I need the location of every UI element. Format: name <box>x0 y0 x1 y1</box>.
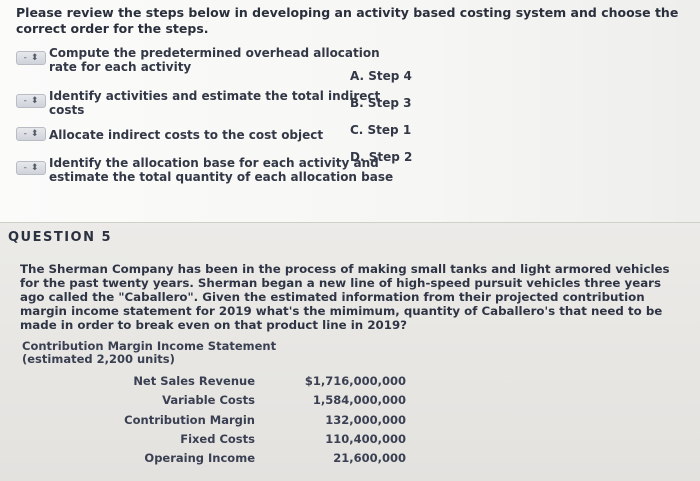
row-value: 132,000,000 <box>325 413 406 427</box>
row-label: Variable Costs <box>162 393 255 407</box>
row-value: 1,584,000,000 <box>312 393 406 407</box>
step-description-4: Identify the allocation base for each activity and estimate the total quantity of each allocation base <box>49 156 394 184</box>
updown-arrows-icon: ⬍ <box>30 163 39 173</box>
step-selector-2[interactable] <box>16 94 46 108</box>
row-value: $1,716,000,000 <box>304 374 406 388</box>
answer-option-c: C. Step 1 <box>350 123 412 137</box>
updown-arrows-icon: ⬍ <box>30 129 39 139</box>
row-label: Operaing Income <box>144 451 255 465</box>
selector-dash: - <box>23 129 27 139</box>
row-label: Contribution Margin <box>124 413 255 427</box>
statement-heading <box>22 340 276 366</box>
statement-subtitle: (estimated 2,200 units) <box>22 352 175 366</box>
question-5-section <box>0 222 700 481</box>
selector-dash: - <box>23 96 27 106</box>
updown-arrows-icon: ⬍ <box>30 96 39 106</box>
step-selector-1[interactable] <box>16 51 46 65</box>
question-title: QUESTION 5 <box>8 230 113 245</box>
updown-arrows-icon: ⬍ <box>30 53 39 63</box>
statement-title: Contribution Margin Income Statement <box>22 339 277 353</box>
row-value: 110,400,000 <box>325 432 406 446</box>
step-selector-3[interactable] <box>16 127 46 141</box>
row-label: Net Sales Revenue <box>133 374 255 388</box>
match-row-3 <box>16 124 323 142</box>
matching-question-panel <box>0 0 700 223</box>
answer-option-a: A. Step 4 <box>350 69 412 83</box>
row-value: 21,600,000 <box>333 451 406 465</box>
matching-instructions: Please review the steps below in developing an activity based costing system and choose the correct order for the steps. <box>16 5 679 36</box>
step-description-2: Identify activities and estimate the total indirect costs <box>49 89 381 117</box>
match-row-1 <box>16 46 380 74</box>
step-selector-4[interactable] <box>16 161 46 175</box>
answer-option-d: D. Step 2 <box>350 150 413 164</box>
question-text: The Sherman Company has been in the process of making small tanks and light armored vehicles for the past twenty years. Sherman began a new line of high-speed pursuit vehicles three years ago called the "Caballero". Given the estimated information from their projected contribution margin income statement for 2019 what's the mimimum, quantity of Caballero's that need to be made in order to break even on that product line in 2019? <box>20 262 670 332</box>
row-label: Fixed Costs <box>180 432 255 446</box>
match-row-4 <box>16 156 393 184</box>
step-description-1: Compute the predetermined overhead allocation rate for each activity <box>49 46 380 74</box>
selector-dash: - <box>23 163 27 173</box>
step-description-3: Allocate indirect costs to the cost object <box>49 128 324 142</box>
selector-dash: - <box>23 53 27 63</box>
answer-option-b: B. Step 3 <box>350 96 412 110</box>
match-row-2 <box>16 89 380 117</box>
